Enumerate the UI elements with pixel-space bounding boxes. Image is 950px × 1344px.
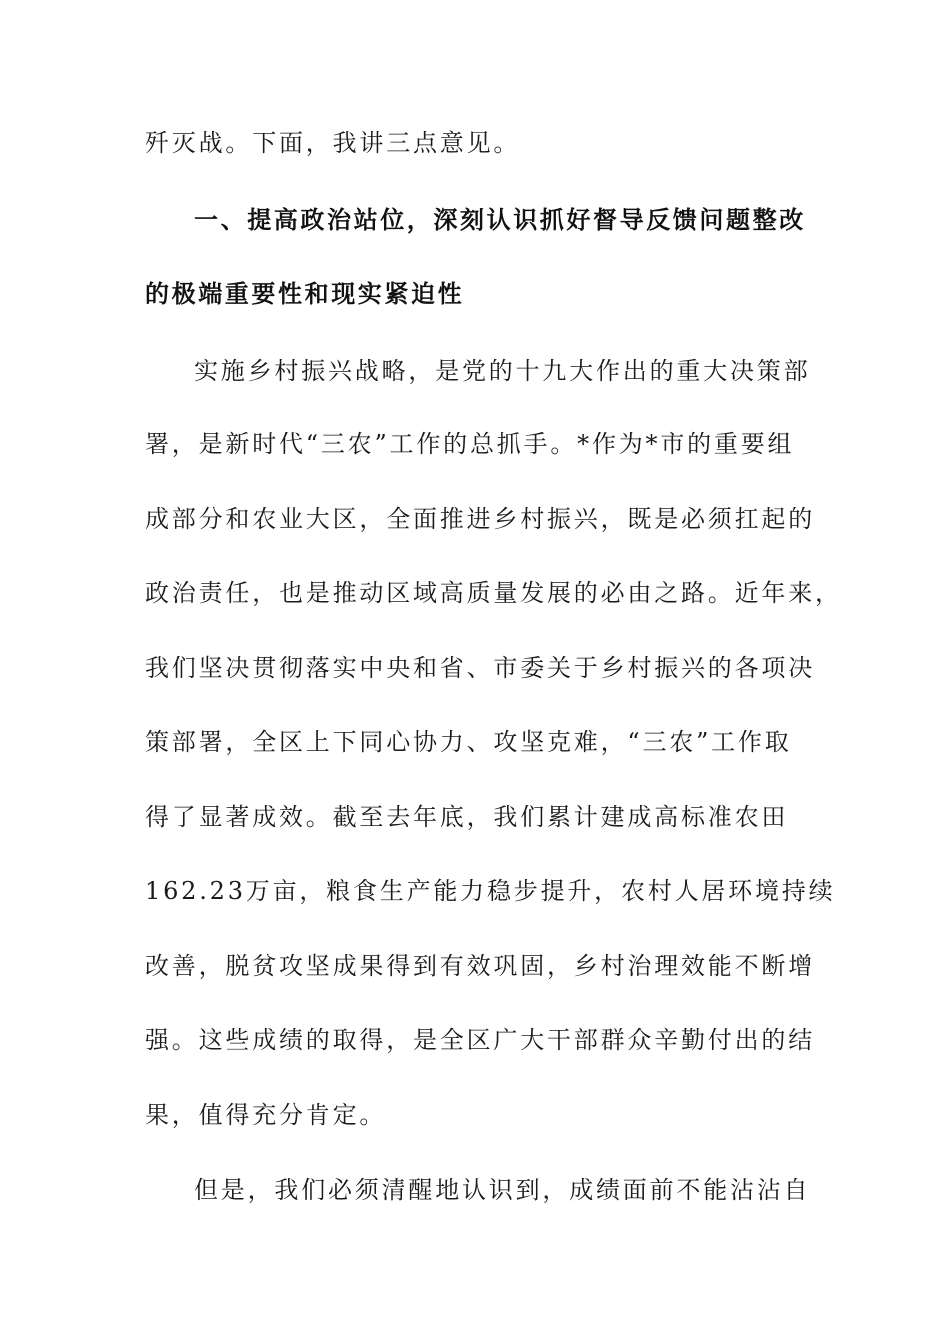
section-heading-line: 的极端重要性和现实紧迫性 bbox=[145, 280, 465, 308]
body-text-line: 策部署，全区上下同心协力、攻坚克难，“三农”工作取 bbox=[145, 728, 792, 756]
body-text-line: 强。这些成绩的取得，是全区广大干部群众辛勤付出的结 bbox=[145, 1026, 815, 1054]
body-text-line: 歼灭战。下面，我讲三点意见。 bbox=[145, 129, 521, 157]
body-text-line: 得了显著成效。截至去年底，我们累计建成高标准农田 bbox=[145, 803, 789, 831]
body-text-line: 成部分和农业大区，全面推进乡村振兴，既是必须扛起的 bbox=[145, 505, 815, 533]
body-text-line: 我们坚决贯彻落实中央和省、市委关于乡村振兴的各项决 bbox=[145, 654, 815, 682]
body-text-line: 162.23万亩，粮食生产能力稳步提升，农村人居环境持续 bbox=[145, 877, 836, 905]
body-text-line: 果，值得充分肯定。 bbox=[145, 1101, 387, 1129]
body-text-line: 改善，脱贫攻坚成果得到有效巩固，乡村治理效能不断增 bbox=[145, 952, 815, 980]
body-text-line: 但是，我们必须清醒地认识到，成绩面前不能沾沾自 bbox=[194, 1176, 811, 1204]
section-heading-line: 一、提高政治站位，深刻认识抓好督导反馈问题整改 bbox=[194, 206, 806, 234]
body-text-line: 实施乡村振兴战略，是党的十九大作出的重大决策部 bbox=[194, 357, 811, 385]
body-text-line: 署，是新时代“三农”工作的总抓手。*作为*市的重要组 bbox=[145, 430, 795, 458]
body-text-line: 政治责任，也是推动区域高质量发展的必由之路。近年来， bbox=[145, 579, 842, 607]
